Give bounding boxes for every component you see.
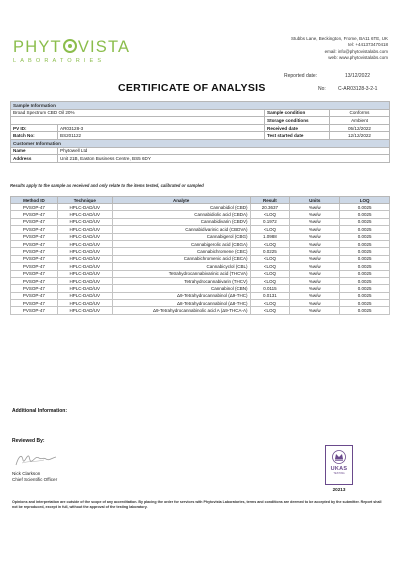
cell-method-id: PVSOP-47	[11, 233, 58, 240]
footer-disclaimer: Opinions and interpretation are outside of the scope of any accreditation. By placing the order for services with Phytovista Laboratories, terms and conditions are deemed to be accepted by the submitter. Report shall not be reproduced, except in full, without the approval of the testing laboratory.	[12, 500, 382, 509]
table-row	[11, 255, 390, 262]
sample-condition-label: Sample condition	[265, 109, 330, 117]
table-row	[11, 218, 390, 225]
col-header-analyte: Analyte	[112, 197, 250, 204]
reported-date-value: 13/12/2022	[345, 73, 371, 79]
cell-analyte: Δ9-Tetrahydrocannabinolic acid A (Δ9-THCA-A)	[112, 307, 250, 314]
cell-units: %w/w	[290, 211, 340, 218]
cell-analyte: Cannabidiolic acid (CBDA)	[112, 211, 250, 218]
table-row	[11, 307, 390, 314]
sample-info-header	[11, 102, 390, 110]
logo-subtitle: LABORATORIES	[13, 58, 106, 64]
cell-method-id: PVSOP-47	[11, 300, 58, 307]
cell-method-id: PVSOP-47	[11, 277, 58, 284]
ukas-testing: TESTING	[333, 472, 345, 475]
cell-technique: HPLC-DAD/UV	[57, 277, 112, 284]
cell-result: <LOQ	[250, 240, 290, 247]
cell-loq: 0.0025	[340, 300, 390, 307]
cell-loq: 0.0025	[340, 233, 390, 240]
batch-no-value: BS201122	[58, 132, 265, 140]
cell-technique: HPLC-DAD/UV	[57, 292, 112, 299]
results-note: Results apply to the sample as received and only relate to the items tested, calibrated or sampled	[10, 183, 204, 188]
cell-method-id: PVSOP-47	[11, 226, 58, 233]
customer-name-value: Phytowell Ltd	[58, 147, 390, 155]
storage-conditions-value: Ambient	[330, 117, 390, 125]
cell-technique: HPLC-DAD/UV	[57, 218, 112, 225]
certificate-no-value: C-AR03128-3-2-1	[338, 86, 378, 92]
cell-result: 0.0225	[250, 248, 290, 255]
table-row	[11, 248, 390, 255]
cell-units: %w/w	[290, 218, 340, 225]
table-row	[11, 233, 390, 240]
cell-result: <LOQ	[250, 277, 290, 284]
cell-analyte: Tetrahydrocannabivarin (THCV)	[112, 277, 250, 284]
customer-info-header	[11, 139, 390, 147]
logo-wordmark	[13, 38, 148, 57]
table-row	[11, 270, 390, 277]
cell-method-id: PVSOP-47	[11, 211, 58, 218]
cell-method-id: PVSOP-47	[11, 263, 58, 270]
cell-method-id: PVSOP-47	[11, 270, 58, 277]
cell-result: <LOQ	[250, 270, 290, 277]
col-header-loq: LOQ	[340, 197, 390, 204]
cell-method-id: PVSOP-47	[11, 248, 58, 255]
ukas-name: UKAS	[330, 466, 348, 472]
empty-cell	[11, 117, 265, 125]
cell-result: <LOQ	[250, 211, 290, 218]
customer-name-label: Name	[11, 147, 58, 155]
certificate-no-label: No:	[318, 86, 326, 92]
cell-result: 1.0988	[250, 233, 290, 240]
cell-method-id: PVSOP-47	[11, 204, 58, 211]
cell-loq: 0.0025	[340, 226, 390, 233]
col-header-method: Method ID	[11, 197, 58, 204]
results-table	[10, 196, 390, 315]
cell-method-id: PVSOP-47	[11, 240, 58, 247]
cell-analyte: Tetrahydrocannabivarinic acid (THCVA)	[112, 270, 250, 277]
cell-technique: HPLC-DAD/UV	[57, 300, 112, 307]
crown-icon	[331, 449, 347, 465]
sample-info-title: Sample Information	[11, 102, 390, 110]
test-started-label: Test started date	[265, 132, 330, 140]
ukas-accreditation-mark	[325, 445, 353, 492]
cell-units: %w/w	[290, 226, 340, 233]
received-date-value: 05/12/2022	[330, 124, 390, 132]
info-row	[11, 132, 390, 140]
cell-result: 20.3637	[250, 204, 290, 211]
sample-condition-value: Conforms	[330, 109, 390, 117]
cell-units: %w/w	[290, 204, 340, 211]
info-row	[11, 124, 390, 132]
cell-technique: HPLC-DAD/UV	[57, 233, 112, 240]
cell-analyte: Δ9-Tetrahydrocannabinol (Δ9-THC)	[112, 292, 250, 299]
cell-analyte: Cannabigerolic acid (CBGA)	[112, 240, 250, 247]
ukas-number: 20213	[332, 487, 346, 492]
signature-image	[14, 451, 58, 469]
cell-units: %w/w	[290, 248, 340, 255]
table-row	[11, 204, 390, 211]
cell-analyte: Cannabinol (CBN)	[112, 285, 250, 292]
cell-method-id: PVSOP-47	[11, 292, 58, 299]
cell-technique: HPLC-DAD/UV	[57, 263, 112, 270]
table-row	[11, 300, 390, 307]
info-row	[11, 147, 390, 155]
cell-loq: 0.0025	[340, 307, 390, 314]
test-started-value: 12/12/2022	[330, 132, 390, 140]
cell-units: %w/w	[290, 285, 340, 292]
reviewer-block	[12, 471, 57, 483]
table-row	[11, 226, 390, 233]
table-row	[11, 263, 390, 270]
table-row	[11, 211, 390, 218]
cell-analyte: Cannabidivarin (CBDV)	[112, 218, 250, 225]
logo-text-part2: VISTA	[77, 38, 131, 56]
address-line: tel: +441373470418	[348, 42, 388, 48]
cell-loq: 0.0025	[340, 255, 390, 262]
logo-text-part1: PHYT	[13, 38, 62, 56]
pv-id-value: AR03128-3	[58, 124, 265, 132]
cell-method-id: PVSOP-47	[11, 285, 58, 292]
additional-information-label: Additional Information:	[12, 408, 67, 414]
cell-analyte: Cannabicyclol (CBL)	[112, 263, 250, 270]
cell-loq: 0.0025	[340, 218, 390, 225]
cell-technique: HPLC-DAD/UV	[57, 285, 112, 292]
info-row	[11, 109, 390, 117]
cell-result: <LOQ	[250, 263, 290, 270]
cell-result: 0.1972	[250, 218, 290, 225]
cell-loq: 0.0025	[340, 248, 390, 255]
cell-units: %w/w	[290, 263, 340, 270]
ukas-logo	[325, 445, 353, 485]
document-title: CERTIFICATE OF ANALYSIS	[118, 82, 266, 94]
cell-technique: HPLC-DAD/UV	[57, 270, 112, 277]
reviewed-by-label: Reviewed By:	[12, 438, 45, 444]
cell-analyte: Cannabichromenic acid (CBCA)	[112, 255, 250, 262]
batch-no-label: Batch No:	[11, 132, 58, 140]
cell-loq: 0.0025	[340, 263, 390, 270]
cell-units: %w/w	[290, 307, 340, 314]
cell-units: %w/w	[290, 255, 340, 262]
reported-date-label: Reported date:	[284, 73, 318, 79]
cell-result: 0.0131	[250, 292, 290, 299]
cell-loq: 0.0025	[340, 270, 390, 277]
cell-technique: HPLC-DAD/UV	[57, 307, 112, 314]
reviewer-title: Chief Scientific Officer	[12, 477, 58, 483]
cell-technique: HPLC-DAD/UV	[57, 204, 112, 211]
cell-analyte: Δ8-Tetrahydrocannabinol (Δ8-THC)	[112, 300, 250, 307]
cell-result: <LOQ	[250, 255, 290, 262]
table-row	[11, 292, 390, 299]
cell-loq: 0.0025	[340, 292, 390, 299]
cell-technique: HPLC-DAD/UV	[57, 255, 112, 262]
results-body	[11, 204, 390, 315]
cell-result: <LOQ	[250, 300, 290, 307]
address-line: Stubbs Lane, Beckington, Frome, BA11 6TE, UK	[291, 36, 388, 41]
cell-method-id: PVSOP-47	[11, 307, 58, 314]
col-header-result: Result	[250, 197, 290, 204]
cell-loq: 0.0025	[340, 240, 390, 247]
cell-technique: HPLC-DAD/UV	[57, 211, 112, 218]
cell-units: %w/w	[290, 233, 340, 240]
cell-technique: HPLC-DAD/UV	[57, 226, 112, 233]
cell-result: <LOQ	[250, 226, 290, 233]
results-header-row	[11, 197, 390, 204]
address-line: web: www.phytovistalabs.com	[328, 55, 388, 61]
info-row	[11, 117, 390, 125]
cell-analyte: Cannabigerol (CBG)	[112, 233, 250, 240]
reviewer-name: Nick Clarkson	[12, 471, 41, 476]
customer-address-label: Address	[11, 155, 58, 163]
cell-loq: 0.0025	[340, 285, 390, 292]
cell-result: <LOQ	[250, 307, 290, 314]
cell-result: 0.0115	[250, 285, 290, 292]
cell-loq: 0.0025	[340, 277, 390, 284]
cell-units: %w/w	[290, 240, 340, 247]
storage-conditions-label: Storage conditions	[265, 117, 330, 125]
cell-units: %w/w	[290, 270, 340, 277]
col-header-units: Units	[290, 197, 340, 204]
cell-method-id: PVSOP-47	[11, 218, 58, 225]
col-header-technique: Technique	[57, 197, 112, 204]
cell-units: %w/w	[290, 277, 340, 284]
lab-address	[291, 36, 388, 62]
cell-technique: HPLC-DAD/UV	[57, 240, 112, 247]
cell-method-id: PVSOP-47	[11, 255, 58, 262]
logo-o-icon	[63, 39, 77, 53]
info-row	[11, 155, 390, 163]
phytovista-logo	[13, 38, 148, 64]
cell-units: %w/w	[290, 292, 340, 299]
pv-id-label: PV ID:	[11, 124, 58, 132]
cell-analyte: Cannabidivarinic acid (CBDVA)	[112, 226, 250, 233]
table-row	[11, 277, 390, 284]
cell-technique: HPLC-DAD/UV	[57, 248, 112, 255]
cell-units: %w/w	[290, 300, 340, 307]
cell-analyte: Cannabichromene (CBC)	[112, 248, 250, 255]
sample-info-table	[10, 101, 390, 163]
address-line: email: info@phytovistalabs.com	[324, 48, 388, 54]
table-row	[11, 240, 390, 247]
cell-analyte: Cannabidiol (CBD)	[112, 204, 250, 211]
customer-info-title: Customer Information	[11, 139, 390, 147]
cell-loq: 0.0025	[340, 204, 390, 211]
customer-address-value: Unit 21B, Easton Business Centre, BS5 6DY	[58, 155, 390, 163]
sample-description: Broad Spectrum CBD Oil 20%	[11, 109, 265, 117]
cell-loq: 0.0025	[340, 211, 390, 218]
table-row	[11, 285, 390, 292]
received-date-label: Received date	[265, 124, 330, 132]
